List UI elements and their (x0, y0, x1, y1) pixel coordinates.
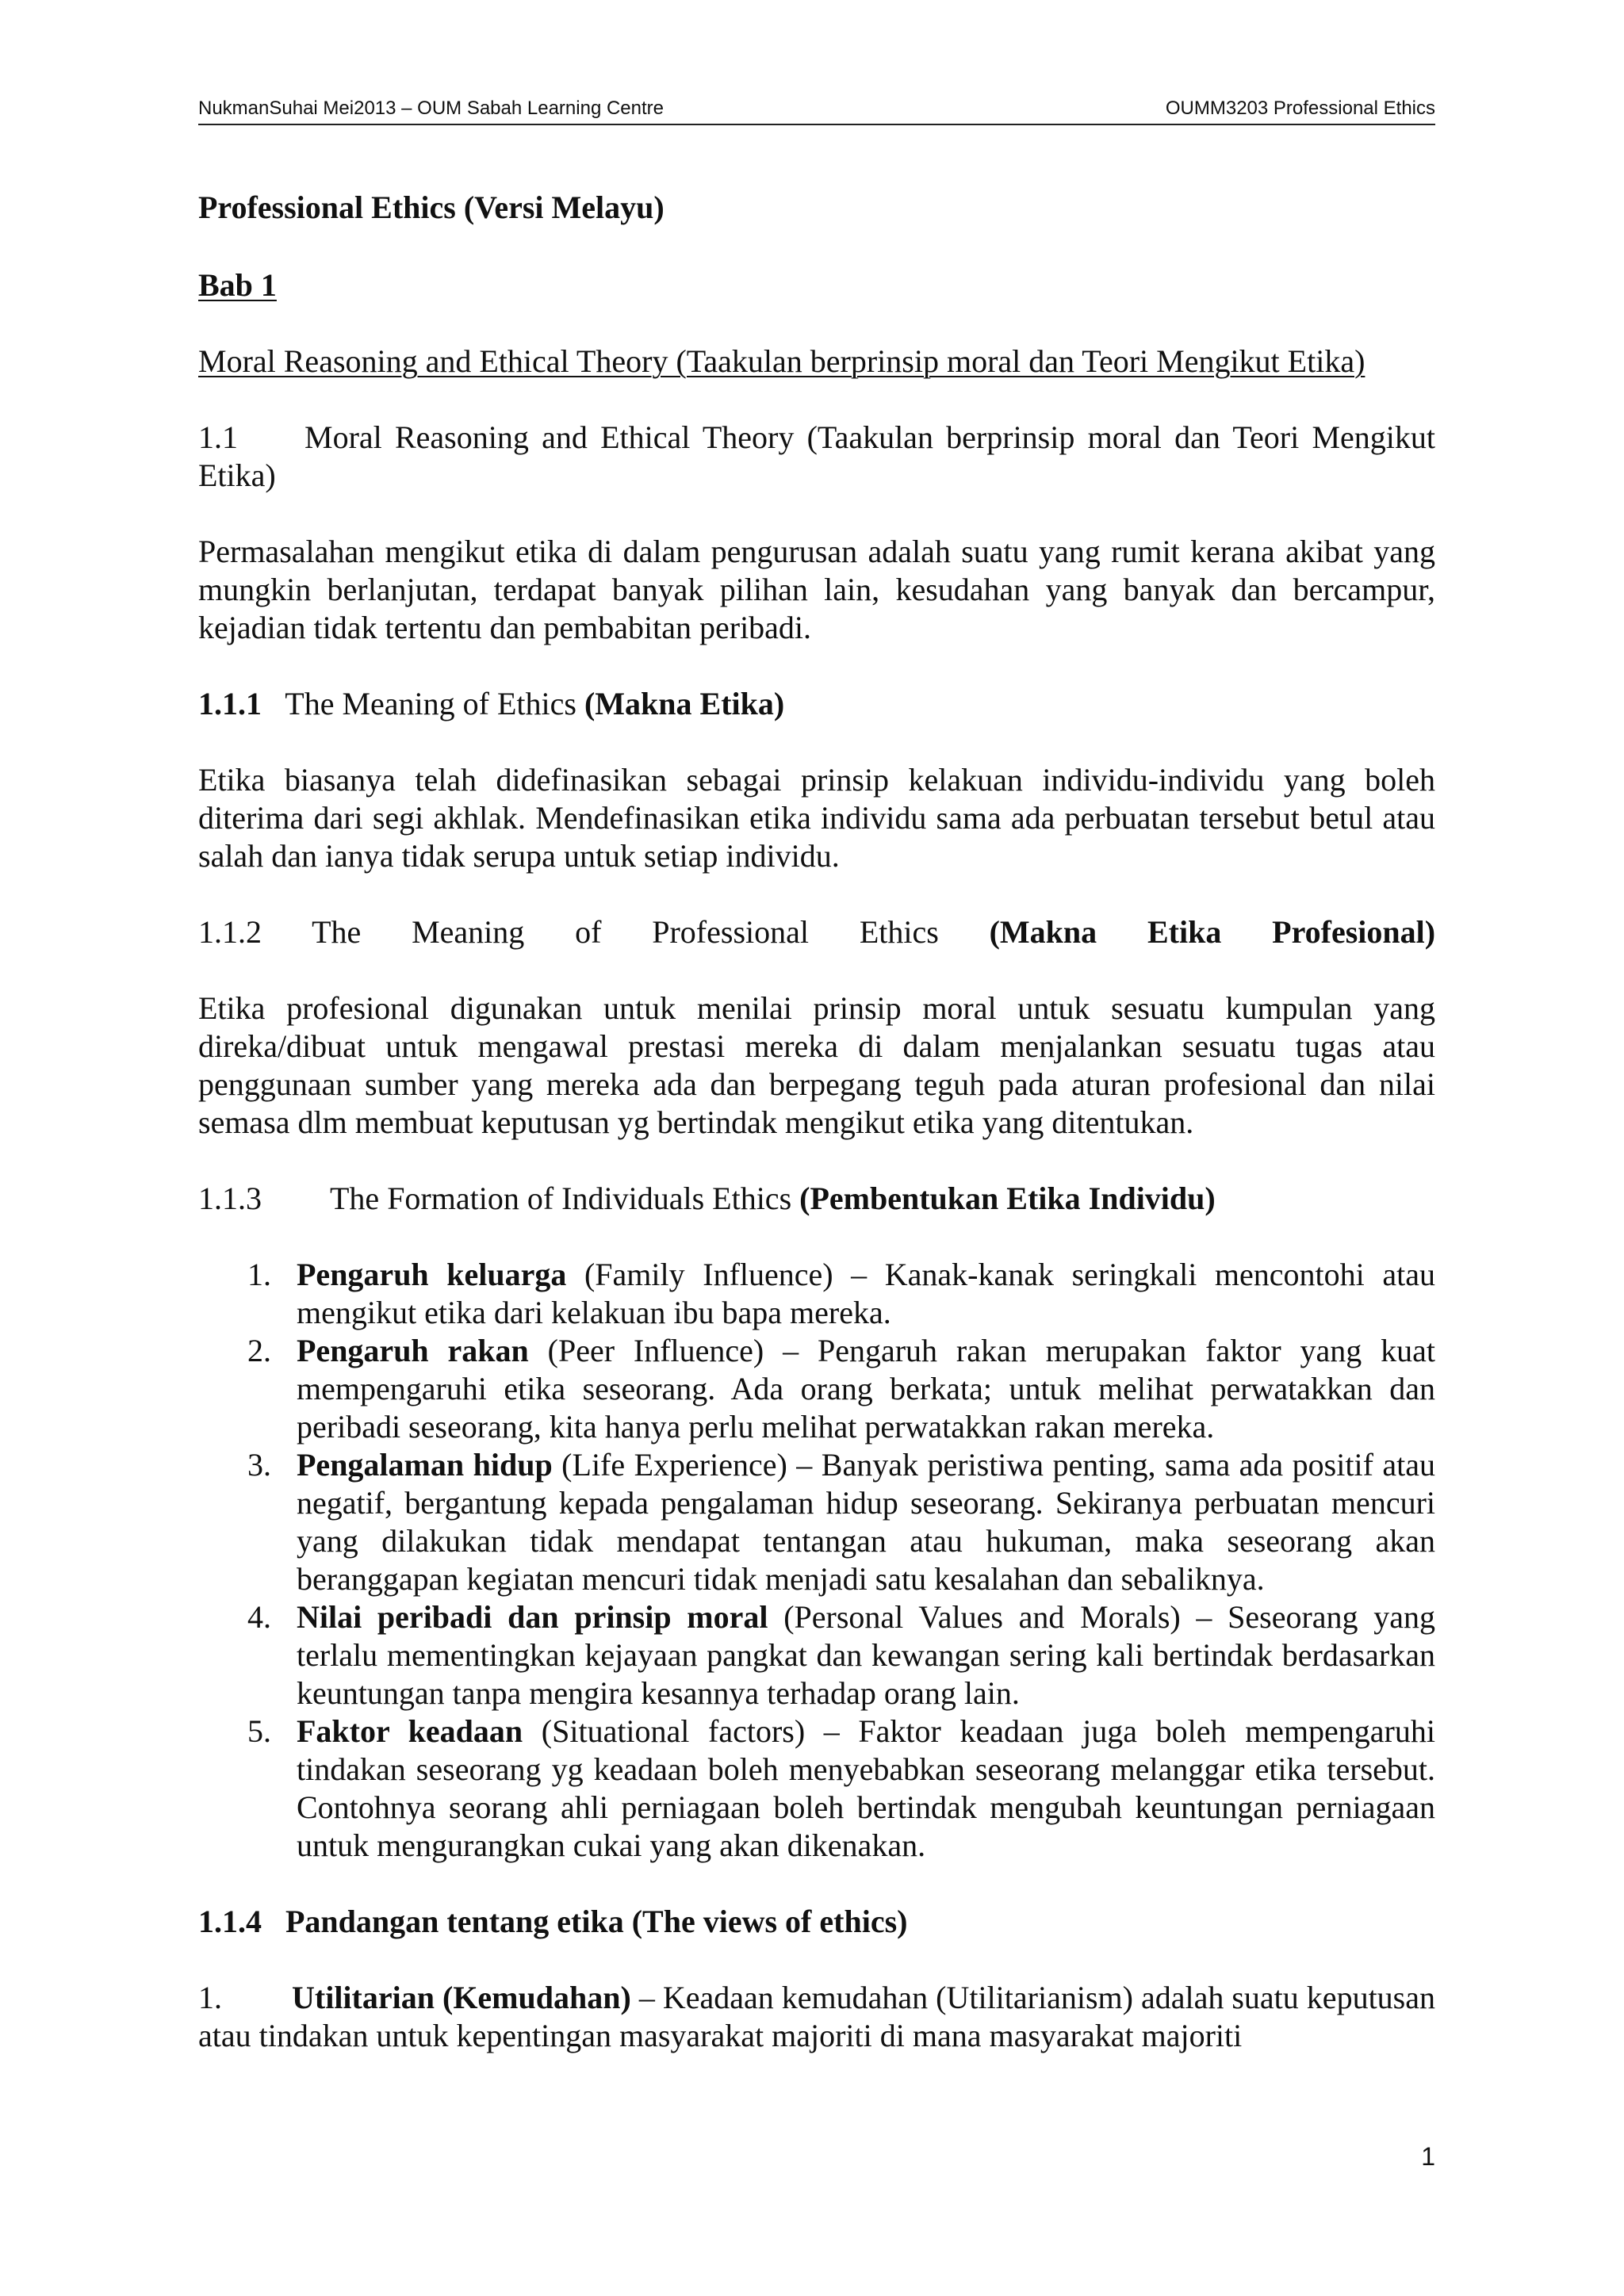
list-marker: 1. (247, 1257, 271, 1292)
list-item-text: (Situational factors) – Faktor keadaan juga boleh mempengaruhi tindakan seseorang yg keadaan boleh menyebabkan seseorang melanggar etika tersebut. Contohnya seorang ahli perniagaan boleh bertindak mengubah keuntungan perniagaan untuk mengurangkan cukai yang akan dikenakan. (297, 1713, 1435, 1863)
list-marker: 3. (247, 1447, 271, 1483)
list-marker: 4. (247, 1599, 271, 1635)
view-item-utilitarian (198, 1979, 1435, 2055)
section-1-1-1-heading (198, 685, 1435, 723)
meaning-of-ethics-paragraph: Etika biasanya telah didefinasikan sebagai prinsip kelakuan individu-individu yang boleh diterima dari segi akhlak. Mendefinasikan etika individu sama ada perbuatan tersebut betul atau salah dan ianya tidak serupa untuk setiap individu. (198, 762, 1435, 874)
list-item (198, 1446, 1435, 1598)
list-marker: 5. (247, 1713, 271, 1749)
list-item (198, 1712, 1435, 1865)
section-title: The Meaning of Ethics (285, 686, 576, 721)
section-title-malay: (Pembentukan Etika Individu) (799, 1181, 1216, 1216)
chapter-label: Bab 1 (198, 267, 277, 303)
section-1-1-2-heading (198, 913, 1435, 951)
heading-word: The (312, 914, 362, 950)
ethics-formation-factor-list (198, 1256, 1435, 1865)
section-number: 1.1.1 (198, 686, 262, 721)
section-1-1-3-heading (198, 1180, 1435, 1218)
heading-word: Ethics (859, 914, 939, 950)
list-item-term: Faktor keadaan (297, 1713, 523, 1749)
heading-word: of (575, 914, 602, 950)
heading-word: Professional (652, 914, 809, 950)
section-number: 1.1 (198, 419, 238, 455)
section-title: Moral Reasoning and Ethical Theory (Taakulan berprinsip moral dan Teori Mengikut Etika) (198, 419, 1435, 493)
heading-word-bold: Profesional) (1272, 914, 1436, 950)
header-left-text: NukmanSuhai Mei2013 – OUM Sabah Learning Centre (198, 98, 665, 119)
section-number: 1.1.3 (198, 1181, 262, 1216)
professional-ethics-paragraph: Etika profesional digunakan untuk menilai prinsip moral untuk sesuatu kumpulan yang direka/dibuat untuk mengawal prestasi mereka di dalam menjalankan sesuatu tugas atau penggunaan sumber yang mereka ada dan berpegang teguh pada aturan profesional dan nilai semasa dlm membuat keputusan yg bertindak mengikut etika yang ditentukan. (198, 990, 1435, 1140)
section-title-malay: (Makna Etika) (584, 686, 785, 721)
view-text: – Keadaan kemudahan (Utilitarianism) adalah suatu keputusan atau tindakan untuk kepentingan masyarakat majoriti di mana masyarakat majoriti (198, 1980, 1435, 2053)
list-item-term: Pengaruh keluarga (297, 1257, 567, 1292)
section-1-1-heading (198, 419, 1435, 495)
list-item-term: Pengaruh rakan (297, 1333, 529, 1368)
chapter-subtitle: Moral Reasoning and Ethical Theory (Taakulan berprinsip moral dan Teori Mengikut Etika) (198, 343, 1365, 379)
heading-word-bold: (Makna (989, 914, 1097, 950)
view-number: 1. (198, 1980, 222, 2015)
section-number: 1.1.2 (198, 914, 262, 950)
intro-paragraph: Permasalahan mengikut etika di dalam pengurusan adalah suatu yang rumit kerana akibat yang mungkin berlanjutan, terdapat banyak pilihan lain, kesudahan yang banyak dan bercampur, kejadian tidak tertentu dan pembabitan peribadi. (198, 534, 1435, 645)
heading-word-bold: Etika (1147, 914, 1222, 950)
page-number: 1 (1421, 2142, 1435, 2171)
list-item-text: (Family Influence) – Kanak-kanak seringkali mencontohi atau mengikut etika dari kelakuan ibu bapa mereka. (297, 1257, 1435, 1330)
list-item-text: (Life Experience) – Banyak peristiwa penting, sama ada positif atau negatif, bergantung kepada pengalaman hidup seseorang. Sekiranya perbuatan mencuri yang dilakukan tidak mendapat tentangan atau hukuman, maka seseorang akan beranggapan kegiatan mencuri tidak menjadi satu kesalahan dan sebaliknya. (297, 1447, 1435, 1597)
list-marker: 2. (247, 1333, 271, 1368)
list-item (198, 1598, 1435, 1712)
list-item (198, 1256, 1435, 1332)
document-title: Professional Ethics (Versi Melayu) (198, 189, 665, 225)
running-header (198, 94, 1435, 125)
heading-word: Meaning (412, 914, 525, 950)
section-title: The Formation of Individuals Ethics (330, 1181, 792, 1216)
list-item (198, 1332, 1435, 1446)
view-term: Utilitarian (Kemudahan) (292, 1980, 631, 2015)
document-body (198, 189, 1435, 2055)
list-item-text: (Personal Values and Morals) – Seseorang yang terlalu mementingkan kejayaan pangkat dan kewangan sering kali bertindak berdasarkan keuntungan tanpa mengira kesannya terhadap orang lain. (297, 1599, 1435, 1711)
list-item-term: Nilai peribadi dan prinsip moral (297, 1599, 768, 1635)
list-item-term: Pengalaman hidup (297, 1447, 553, 1483)
header-right-text: OUMM3203 Professional Ethics (1165, 98, 1435, 119)
list-item-text: (Peer Influence) – Pengaruh rakan merupakan faktor yang kuat mempengaruhi etika seseorang. Ada orang berkata; untuk melihat perwatakkan dan peribadi seseorang, kita hanya perlu melihat perwatakkan rakan mereka. (297, 1333, 1435, 1445)
section-1-1-4-heading: 1.1.4 Pandangan tentang etika (The views of ethics) (198, 1904, 908, 1939)
